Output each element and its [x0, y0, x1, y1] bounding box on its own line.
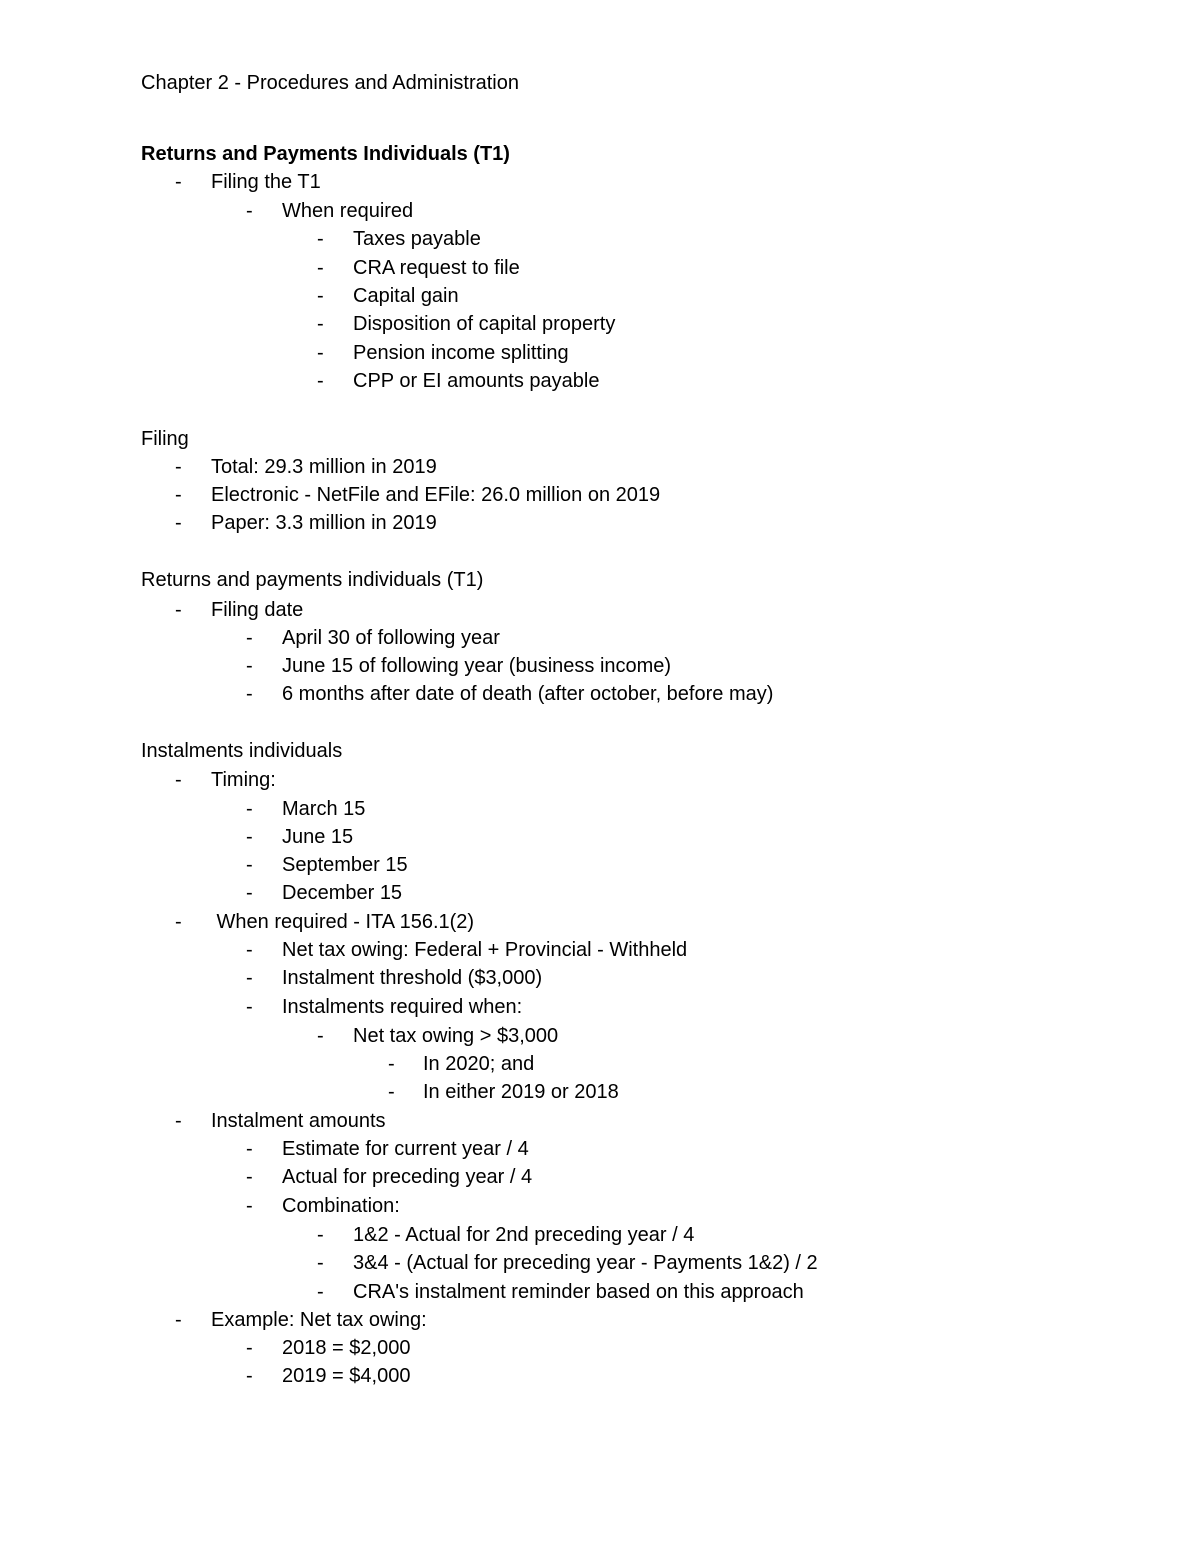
list-item: March 15	[282, 798, 366, 820]
list-item: Instalments required when:	[282, 996, 523, 1018]
list-bullet: -	[175, 512, 182, 534]
list-item: April 30 of following year	[282, 627, 500, 649]
list-bullet: -	[246, 1337, 253, 1359]
list-item: CRA request to file	[353, 257, 520, 279]
list-bullet: -	[246, 996, 253, 1018]
list-bullet: -	[246, 854, 253, 876]
list-item: Estimate for current year / 4	[282, 1138, 529, 1160]
section-heading: Instalments individuals	[141, 740, 343, 762]
list-item: 6 months after date of death (after october, before may)	[282, 683, 774, 705]
list-item: Net tax owing > $3,000	[353, 1025, 559, 1047]
list-bullet: -	[317, 257, 324, 279]
list-item: Total: 29.3 million in 2019	[211, 456, 437, 478]
list-item: CPP or EI amounts payable	[353, 370, 600, 392]
list-bullet: -	[317, 1025, 324, 1047]
list-item: Electronic - NetFile and EFile: 26.0 million on 2019	[211, 484, 661, 506]
list-bullet: -	[246, 939, 253, 961]
list-bullet: -	[388, 1081, 395, 1103]
list-item: In either 2019 or 2018	[423, 1081, 619, 1103]
list-bullet: -	[388, 1053, 395, 1075]
list-item: Pension income splitting	[353, 342, 569, 364]
list-item: Combination:	[282, 1195, 400, 1217]
section-heading: Filing	[141, 428, 189, 450]
list-bullet: -	[317, 285, 324, 307]
list-item: September 15	[282, 854, 408, 876]
list-bullet: -	[317, 370, 324, 392]
list-bullet: -	[175, 1309, 182, 1331]
list-item: In 2020; and	[423, 1053, 535, 1075]
list-bullet: -	[175, 484, 182, 506]
list-bullet: -	[317, 1224, 324, 1246]
list-bullet: -	[317, 1281, 324, 1303]
page-title: Chapter 2 - Procedures and Administration	[141, 72, 519, 94]
list-item: Instalment amounts	[211, 1110, 386, 1132]
list-item: Actual for preceding year / 4	[282, 1166, 533, 1188]
list-bullet: -	[317, 1252, 324, 1274]
list-bullet: -	[246, 882, 253, 904]
list-bullet: -	[317, 313, 324, 335]
list-bullet: -	[246, 967, 253, 989]
list-item: Filing date	[211, 599, 304, 621]
list-item: When required - ITA 156.1(2)	[211, 911, 475, 933]
list-bullet: -	[246, 655, 253, 677]
list-bullet: -	[246, 1138, 253, 1160]
list-item: CRA's instalment reminder based on this approach	[353, 1281, 804, 1303]
list-bullet: -	[317, 228, 324, 250]
list-item: Filing the T1	[211, 171, 321, 193]
list-bullet: -	[175, 456, 182, 478]
list-bullet: -	[246, 1195, 253, 1217]
list-bullet: -	[246, 1166, 253, 1188]
list-item: 2018 = $2,000	[282, 1337, 411, 1359]
list-item: 3&4 - (Actual for preceding year - Payments 1&2) / 2	[353, 1252, 818, 1274]
list-bullet: -	[246, 683, 253, 705]
list-bullet: -	[246, 200, 253, 222]
list-bullet: -	[246, 1365, 253, 1387]
list-item: Timing:	[211, 769, 276, 791]
list-bullet: -	[246, 798, 253, 820]
list-bullet: -	[246, 627, 253, 649]
list-item: Example: Net tax owing:	[211, 1309, 427, 1331]
list-item: Net tax owing: Federal + Provincial - Withheld	[282, 939, 688, 961]
list-item: Taxes payable	[353, 228, 481, 250]
list-item: 2019 = $4,000	[282, 1365, 411, 1387]
list-item: December 15	[282, 882, 403, 904]
list-item: Disposition of capital property	[353, 313, 616, 335]
list-bullet: -	[175, 599, 182, 621]
list-bullet: -	[246, 826, 253, 848]
list-item: Instalment threshold ($3,000)	[282, 967, 543, 989]
list-bullet: -	[175, 911, 182, 933]
section-heading: Returns and payments individuals (T1)	[141, 569, 484, 591]
list-bullet: -	[175, 769, 182, 791]
list-item: Capital gain	[353, 285, 459, 307]
list-bullet: -	[175, 171, 182, 193]
section-heading: Returns and Payments Individuals (T1)	[141, 143, 510, 165]
list-item: When required	[282, 200, 414, 222]
list-item: 1&2 - Actual for 2nd preceding year / 4	[353, 1224, 695, 1246]
list-item: Paper: 3.3 million in 2019	[211, 512, 437, 534]
list-bullet: -	[175, 1110, 182, 1132]
list-item: June 15	[282, 826, 354, 848]
list-item: June 15 of following year (business income)	[282, 655, 672, 677]
list-bullet: -	[317, 342, 324, 364]
